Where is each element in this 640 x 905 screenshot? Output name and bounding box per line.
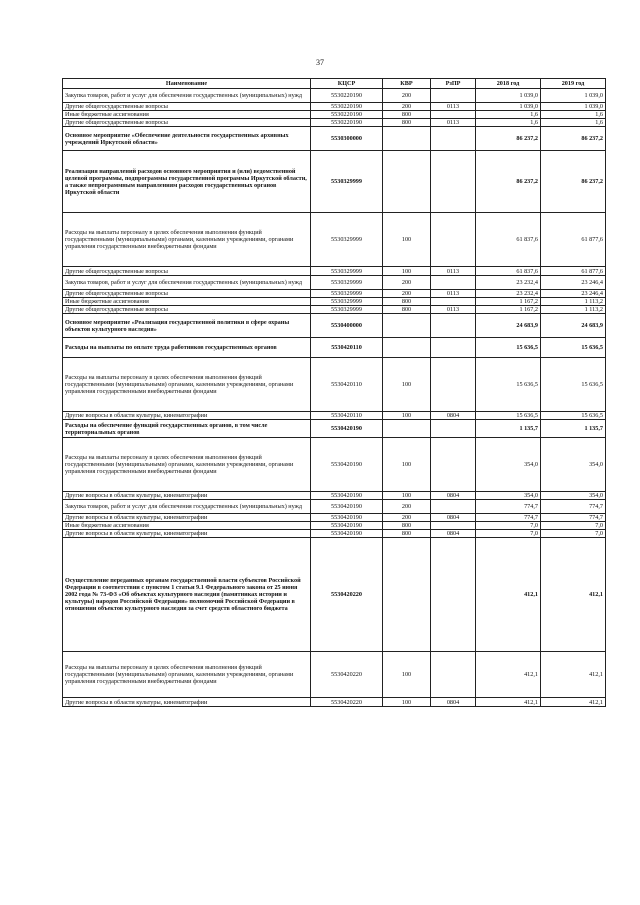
cell-2019: 23 246,4 (541, 276, 606, 290)
cell-2019: 7,0 (541, 522, 606, 530)
cell-rzpr: 0113 (431, 103, 476, 111)
cell-2019: 1,6 (541, 111, 606, 119)
cell-rzpr (431, 314, 476, 338)
cell-kvr (383, 127, 431, 151)
cell-rzpr (431, 89, 476, 103)
cell-2018: 354,0 (476, 492, 541, 500)
cell-rzpr (431, 127, 476, 151)
table-row (63, 89, 606, 103)
cell-2019: 774,7 (541, 500, 606, 514)
cell-rzpr (431, 500, 476, 514)
cell-2019: 7,0 (541, 530, 606, 538)
cell-2018: 354,0 (476, 438, 541, 492)
cell-kcsr: 5530420110 (311, 358, 383, 412)
cell-kcsr: 5530220190 (311, 111, 383, 119)
cell-2018: 412,1 (476, 652, 541, 698)
table-row (63, 119, 606, 127)
cell-kcsr: 5530420190 (311, 500, 383, 514)
cell-2018: 1 135,7 (476, 420, 541, 438)
header-rzpr: РзПР (431, 79, 476, 89)
cell-kcsr: 5530300000 (311, 127, 383, 151)
cell-kvr: 800 (383, 306, 431, 314)
cell-2018: 1 167,2 (476, 306, 541, 314)
header-2018: 2018 год (476, 79, 541, 89)
table-row (63, 298, 606, 306)
cell-rzpr (431, 213, 476, 267)
cell-rzpr (431, 438, 476, 492)
table-row (63, 358, 606, 412)
table-row (63, 412, 606, 420)
cell-kcsr: 5530420190 (311, 514, 383, 522)
cell-kcsr: 5530420220 (311, 698, 383, 707)
cell-rzpr (431, 338, 476, 358)
cell-kcsr: 5530420190 (311, 492, 383, 500)
cell-rzpr (431, 358, 476, 412)
cell-2018: 23 232,4 (476, 290, 541, 298)
cell-name: Реализация направлений расходов основного мероприятия и (или) ведомственной целевой программы, подпрограммы государственной программы Иркутской области, а также непрограммным направлениям расходов государственных органов Иркутской области (63, 151, 311, 213)
cell-2019: 774,7 (541, 514, 606, 522)
table-row (63, 314, 606, 338)
cell-2018: 15 636,5 (476, 358, 541, 412)
cell-rzpr (431, 420, 476, 438)
cell-2019: 1 113,2 (541, 306, 606, 314)
table-header-row (63, 79, 606, 89)
table-row (63, 276, 606, 290)
cell-name: Основное мероприятие «Обеспечение деятельности государственных архивных учреждений Иркутской области» (63, 127, 311, 151)
cell-name: Закупка товаров, работ и услуг для обеспечения государственных (муниципальных) нужд (63, 500, 311, 514)
table-row (63, 290, 606, 298)
table-row (63, 530, 606, 538)
cell-name: Расходы на выплаты персоналу в целях обеспечения выполнения функций государственными (муниципальными) органами, казенными учреждениями, органами управления государственными внебюджетными фондами (63, 358, 311, 412)
cell-kvr: 800 (383, 530, 431, 538)
table-row (63, 267, 606, 276)
cell-kvr: 100 (383, 267, 431, 276)
cell-2018: 774,7 (476, 500, 541, 514)
header-name: Наименование (63, 79, 311, 89)
cell-2018: 1,6 (476, 119, 541, 127)
cell-kcsr: 5530400000 (311, 314, 383, 338)
cell-2018: 1 167,2 (476, 298, 541, 306)
cell-2019: 23 246,4 (541, 290, 606, 298)
cell-kcsr: 5530420190 (311, 420, 383, 438)
cell-kcsr: 5530329999 (311, 213, 383, 267)
cell-kcsr: 5530220190 (311, 119, 383, 127)
cell-rzpr (431, 538, 476, 652)
cell-name: Другие общегосударственные вопросы (63, 103, 311, 111)
cell-name: Другие общегосударственные вопросы (63, 306, 311, 314)
cell-kvr (383, 538, 431, 652)
cell-kvr: 100 (383, 652, 431, 698)
cell-kvr (383, 314, 431, 338)
cell-kvr: 100 (383, 358, 431, 412)
cell-2019: 412,1 (541, 652, 606, 698)
cell-name: Другие общегосударственные вопросы (63, 290, 311, 298)
cell-2019: 15 636,5 (541, 358, 606, 412)
cell-kvr: 800 (383, 119, 431, 127)
cell-2018: 61 837,6 (476, 213, 541, 267)
cell-rzpr (431, 151, 476, 213)
cell-name: Другие вопросы в области культуры, кинематографии (63, 514, 311, 522)
cell-rzpr: 0804 (431, 514, 476, 522)
cell-2019: 1 135,7 (541, 420, 606, 438)
table-row (63, 522, 606, 530)
cell-name: Закупка товаров, работ и услуг для обеспечения государственных (муниципальных) нужд (63, 89, 311, 103)
cell-kvr: 800 (383, 111, 431, 119)
cell-name: Иные бюджетные ассигнования (63, 111, 311, 119)
cell-2019: 412,1 (541, 698, 606, 707)
cell-kvr: 800 (383, 522, 431, 530)
cell-kcsr: 5530329999 (311, 290, 383, 298)
table-row (63, 698, 606, 707)
cell-kvr (383, 420, 431, 438)
cell-kvr (383, 338, 431, 358)
cell-kcsr: 5530420190 (311, 438, 383, 492)
cell-2018: 412,1 (476, 538, 541, 652)
cell-2019: 1 039,0 (541, 103, 606, 111)
cell-2018: 23 232,4 (476, 276, 541, 290)
cell-2019: 1 039,0 (541, 89, 606, 103)
cell-2019: 86 237,2 (541, 127, 606, 151)
cell-kcsr: 5530420110 (311, 412, 383, 420)
table-row (63, 538, 606, 652)
cell-2019: 24 683,9 (541, 314, 606, 338)
cell-kvr (383, 151, 431, 213)
cell-rzpr: 0804 (431, 530, 476, 538)
cell-rzpr (431, 652, 476, 698)
cell-kvr: 200 (383, 276, 431, 290)
cell-rzpr (431, 298, 476, 306)
cell-name: Расходы на выплаты персоналу в целях обеспечения выполнения функций государственными (муниципальными) органами, казенными учреждениями, органами управления государственными внебюджетными фондами (63, 438, 311, 492)
cell-kvr: 200 (383, 514, 431, 522)
header-2019: 2019 год (541, 79, 606, 89)
cell-name: Расходы на обеспечение функций государственных органов, в том числе территориальных органов (63, 420, 311, 438)
cell-kvr: 200 (383, 290, 431, 298)
cell-2019: 354,0 (541, 492, 606, 500)
cell-rzpr (431, 111, 476, 119)
cell-kvr: 100 (383, 412, 431, 420)
cell-name: Основное мероприятие «Реализация государственной политики в сфере охраны объектов культурного наследия» (63, 314, 311, 338)
cell-2018: 7,0 (476, 530, 541, 538)
cell-2018: 86 237,2 (476, 127, 541, 151)
cell-kvr: 800 (383, 298, 431, 306)
cell-rzpr (431, 522, 476, 530)
cell-name: Осуществление переданных органам государственной власти субъектов Российской Федерации в соответствии с пунктом 1 статьи 9.1 Федерального закона от 25 июня 2002 года № 73-ФЗ «Об объектах культурного наследия (памятниках истории и культуры) народов Российской Федерации» полномочий Российской Федерации в отношении объектов культурного наследия за счет средств областного бюджета (63, 538, 311, 652)
cell-2019: 354,0 (541, 438, 606, 492)
cell-2018: 24 683,9 (476, 314, 541, 338)
header-kcsr: КЦСР (311, 79, 383, 89)
table-row (63, 111, 606, 119)
page-number: 37 (316, 58, 324, 67)
cell-2018: 1 039,0 (476, 103, 541, 111)
cell-2019: 412,1 (541, 538, 606, 652)
table-row (63, 420, 606, 438)
cell-name: Другие общегосударственные вопросы (63, 267, 311, 276)
cell-name: Иные бюджетные ассигнования (63, 522, 311, 530)
table-row (63, 492, 606, 500)
cell-kvr: 100 (383, 492, 431, 500)
table-row (63, 514, 606, 522)
cell-2018: 15 636,5 (476, 412, 541, 420)
cell-kcsr: 5530329999 (311, 306, 383, 314)
cell-kcsr: 5530329999 (311, 151, 383, 213)
cell-kvr: 100 (383, 438, 431, 492)
table-row (63, 127, 606, 151)
table-row (63, 652, 606, 698)
table-row (63, 338, 606, 358)
cell-rzpr (431, 276, 476, 290)
cell-2019: 61 877,6 (541, 267, 606, 276)
cell-kcsr: 5530420190 (311, 530, 383, 538)
table-row (63, 103, 606, 111)
cell-kcsr: 5530420190 (311, 522, 383, 530)
cell-2018: 1,6 (476, 111, 541, 119)
cell-kcsr: 5530420110 (311, 338, 383, 358)
cell-2019: 1,6 (541, 119, 606, 127)
cell-kvr: 100 (383, 213, 431, 267)
cell-2018: 774,7 (476, 514, 541, 522)
cell-kcsr: 5530220190 (311, 89, 383, 103)
cell-2018: 86 237,2 (476, 151, 541, 213)
cell-name: Другие вопросы в области культуры, кинематографии (63, 492, 311, 500)
cell-rzpr: 0804 (431, 698, 476, 707)
cell-2019: 86 237,2 (541, 151, 606, 213)
cell-2018: 1 039,0 (476, 89, 541, 103)
cell-kvr: 200 (383, 89, 431, 103)
cell-2019: 15 636,5 (541, 338, 606, 358)
cell-rzpr: 0113 (431, 119, 476, 127)
cell-2019: 1 113,2 (541, 298, 606, 306)
cell-2018: 7,0 (476, 522, 541, 530)
budget-table (62, 78, 606, 707)
cell-name: Другие вопросы в области культуры, кинематографии (63, 698, 311, 707)
cell-kcsr: 5530220190 (311, 103, 383, 111)
table-row (63, 306, 606, 314)
cell-kcsr: 5530329999 (311, 267, 383, 276)
cell-kvr: 100 (383, 698, 431, 707)
table-row (63, 151, 606, 213)
header-kvr: КВР (383, 79, 431, 89)
cell-name: Другие вопросы в области культуры, кинематографии (63, 530, 311, 538)
cell-name: Другие вопросы в области культуры, кинематографии (63, 412, 311, 420)
cell-name: Иные бюджетные ассигнования (63, 298, 311, 306)
cell-2018: 61 837,6 (476, 267, 541, 276)
table-row (63, 213, 606, 267)
cell-name: Расходы на выплаты персоналу в целях обеспечения выполнения функций государственными (муниципальными) органами, казенными учреждениями, органами управления государственными внебюджетными фондами (63, 213, 311, 267)
cell-name: Расходы на выплаты персоналу в целях обеспечения выполнения функций государственными (муниципальными) органами, казенными учреждениями, органами управления государственными внебюджетными фондами (63, 652, 311, 698)
cell-2019: 61 877,6 (541, 213, 606, 267)
table-row (63, 438, 606, 492)
cell-kvr: 200 (383, 500, 431, 514)
cell-name: Другие общегосударственные вопросы (63, 119, 311, 127)
cell-rzpr: 0113 (431, 290, 476, 298)
cell-kcsr: 5530329999 (311, 276, 383, 290)
table-row (63, 500, 606, 514)
cell-kcsr: 5530420220 (311, 538, 383, 652)
cell-rzpr: 0113 (431, 306, 476, 314)
cell-2018: 15 636,5 (476, 338, 541, 358)
cell-name: Закупка товаров, работ и услуг для обеспечения государственных (муниципальных) нужд (63, 276, 311, 290)
cell-2018: 412,1 (476, 698, 541, 707)
cell-kcsr: 5530329999 (311, 298, 383, 306)
cell-2019: 15 636,5 (541, 412, 606, 420)
cell-rzpr: 0804 (431, 412, 476, 420)
cell-name: Расходы на выплаты по оплате труда работников государственных органов (63, 338, 311, 358)
cell-rzpr: 0804 (431, 492, 476, 500)
cell-kcsr: 5530420220 (311, 652, 383, 698)
cell-rzpr: 0113 (431, 267, 476, 276)
cell-kvr: 200 (383, 103, 431, 111)
